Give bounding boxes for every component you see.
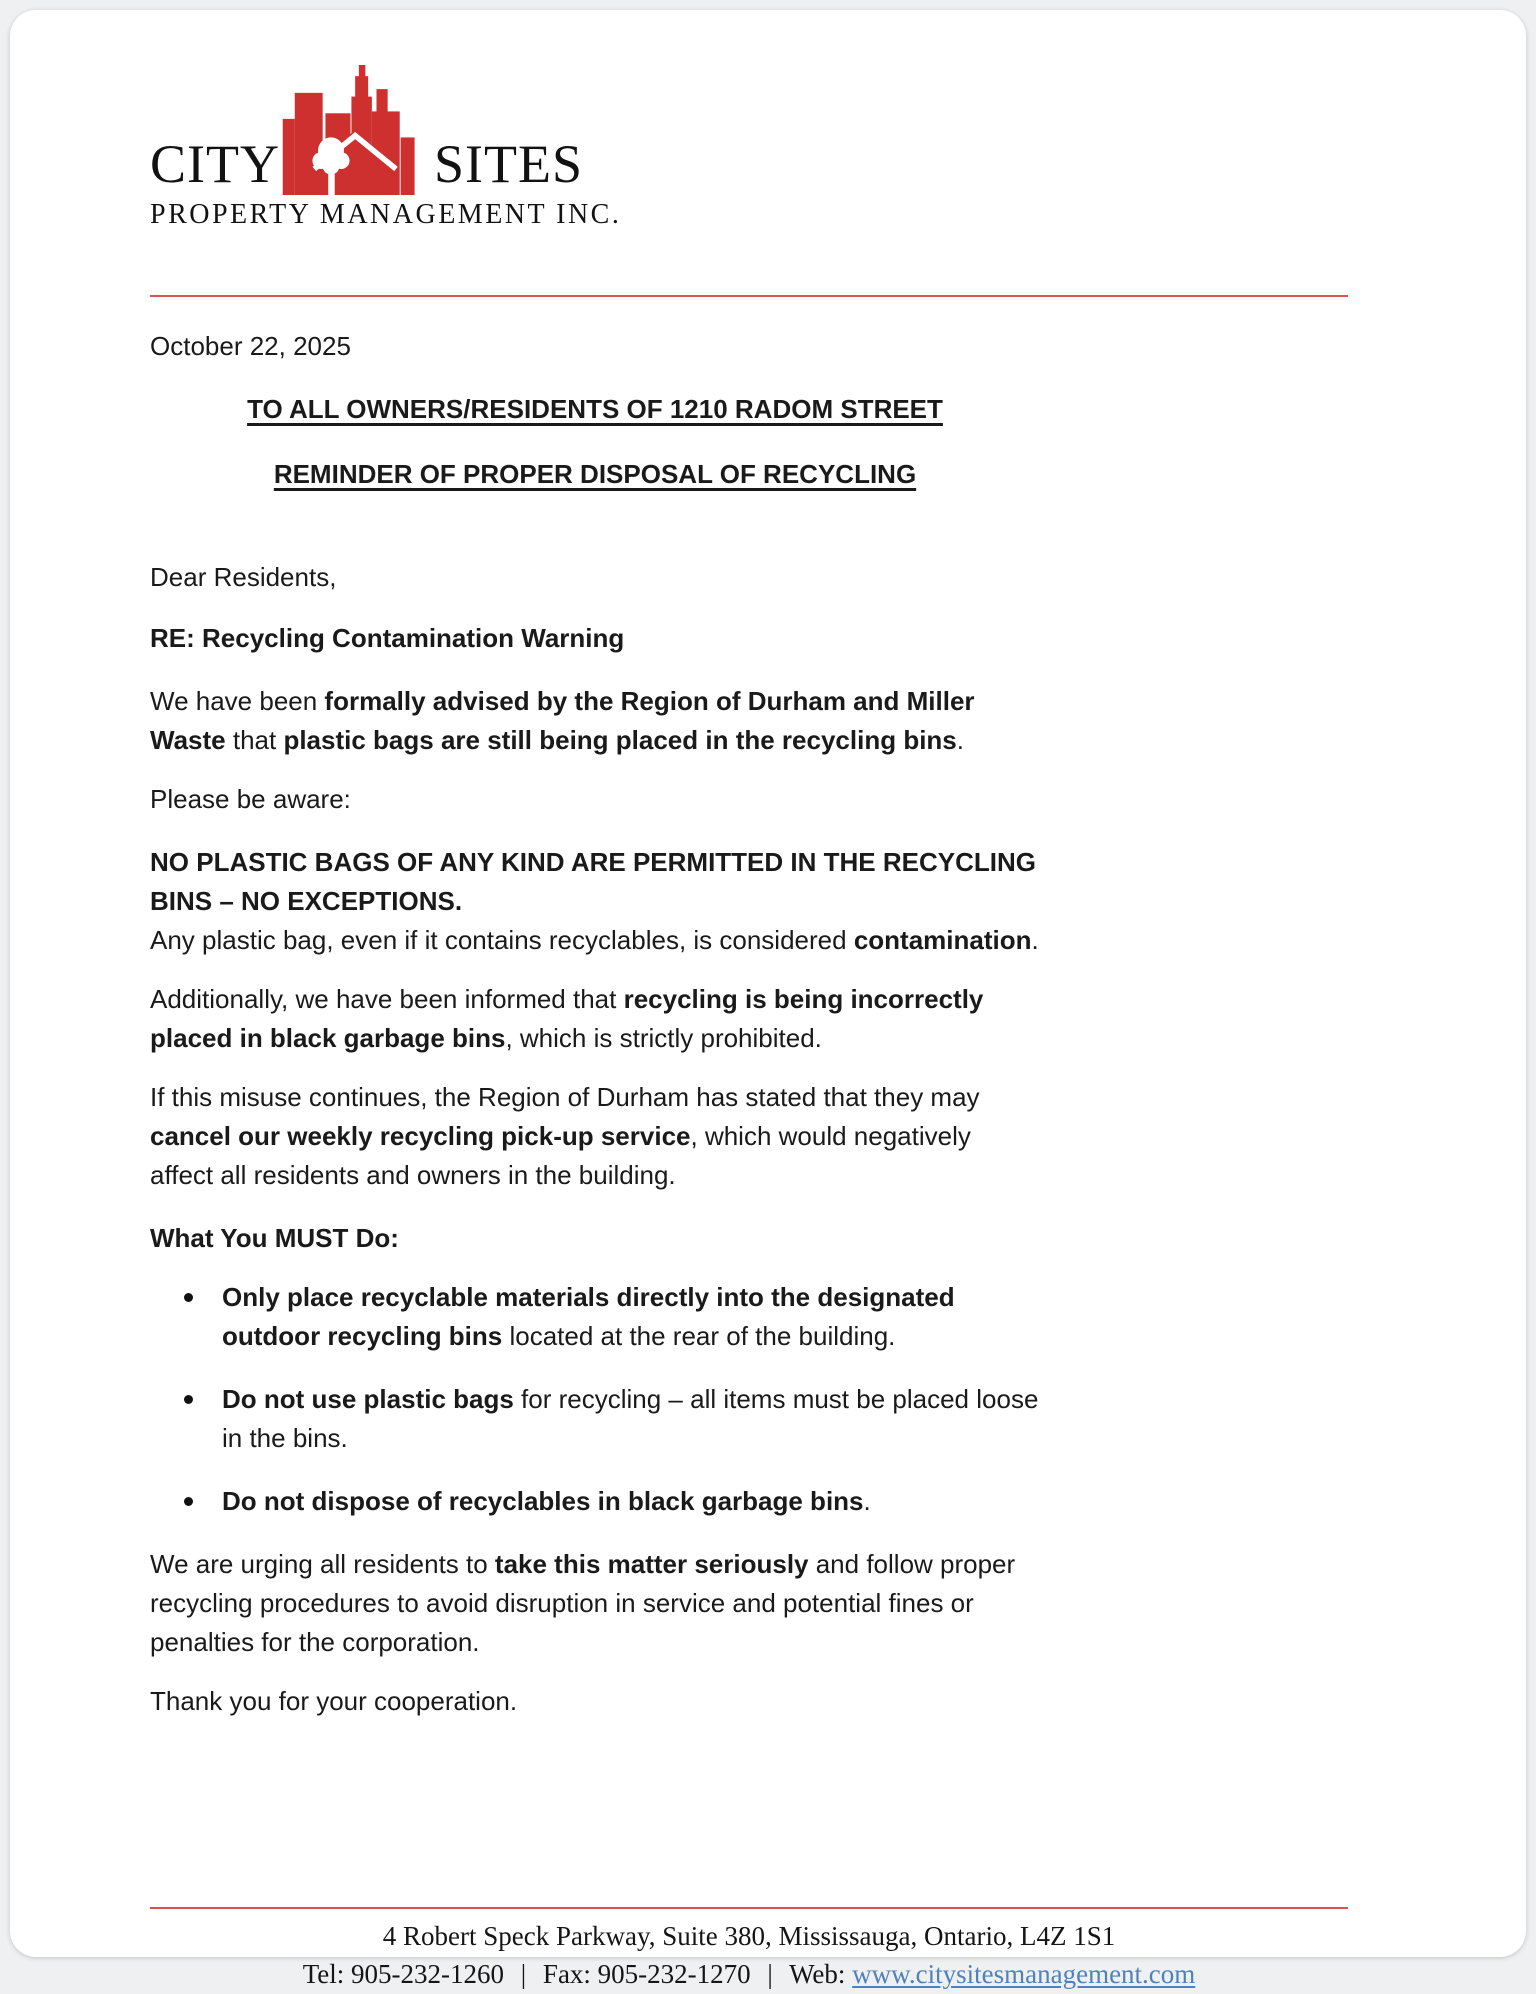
paragraph-additionally: Additionally, we have been informed that recycling is being incorrectly placed in black garbage bins, which is strictly prohibited. (150, 984, 984, 1053)
paragraph-misuse-warning: If this misuse continues, the Region of Durham has stated that they may cancel our weekly recycling pick-up service, which would negatively affect all residents and owners in the building. (150, 1082, 980, 1190)
re-subject-line: RE: Recycling Contamination Warning (150, 623, 625, 653)
footer-address: 4 Robert Speck Parkway, Suite 380, Mississauga, Ontario, L4Z 1S1 (382, 1921, 1116, 1951)
footer-fax: Fax: 905-232-1270 (542, 1959, 751, 1990)
footer-separator: | (520, 1959, 527, 1990)
footer-divider (150, 1907, 1348, 1909)
logo-city-text: CITY (150, 134, 280, 194)
paragraph-closing: We are urging all residents to take this matter seriously and follow proper recycling procedures to avoid disruption in service and potential fines or penalties for the corporation. (150, 1549, 1016, 1657)
bullet-list (150, 1278, 1040, 1521)
footer-separator: | (767, 1959, 773, 1990)
bullet-item-recycling-bins: Only place recyclable materials directly into the designated outdoor recycling bins located at the rear of the building. (222, 1278, 1040, 1356)
letter-title-line1: TO ALL OWNERS/RESIDENTS OF 1210 RADOM STREET (247, 394, 943, 424)
logo-sites-text: SITES (433, 134, 584, 194)
paragraph-thanks: Thank you for your cooperation. (150, 1686, 518, 1716)
footer-web-label: Web: (789, 1959, 846, 1990)
header-divider (150, 295, 1348, 297)
city-skyline-icon (282, 65, 432, 195)
website-link[interactable]: www.citysitesmanagement.com (852, 1959, 1196, 1990)
bullet-item-no-black-bins: Do not dispose of recyclables in black garbage bins. (222, 1482, 1040, 1521)
must-do-heading: What You MUST Do: (150, 1223, 399, 1253)
letter-date: October 22, 2025 (150, 331, 351, 361)
bullet-item-no-plastic-bags: Do not use plastic bags for recycling – all items must be placed loose in the bins. (222, 1380, 1040, 1458)
footer-tel: Tel: 905-232-1260 (302, 1959, 505, 1990)
company-logo (150, 65, 1526, 231)
letter-page (10, 10, 1526, 1990)
footer (150, 1917, 1348, 1994)
paragraph-no-plastic-bags: NO PLASTIC BAGS OF ANY KIND ARE PERMITTED IN THE RECYCLING BINS – NO EXCEPTIONS. Any plastic bag, even if it contains recyclables, is considered contamination. (150, 847, 1039, 955)
salutation: Dear Residents, (150, 562, 337, 592)
paragraph-advised: We have been formally advised by the Region of Durham and Miller Waste that plastic bags are still being placed in the recycling bins. (150, 686, 975, 755)
logo-subtitle: PROPERTY MANAGEMENT INC. (150, 199, 622, 230)
footer-contact-line (150, 1955, 1348, 1993)
letter-title-line2: REMINDER OF PROPER DISPOSAL OF RECYCLING (273, 459, 917, 489)
paragraph-aware: Please be aware: (150, 784, 351, 814)
